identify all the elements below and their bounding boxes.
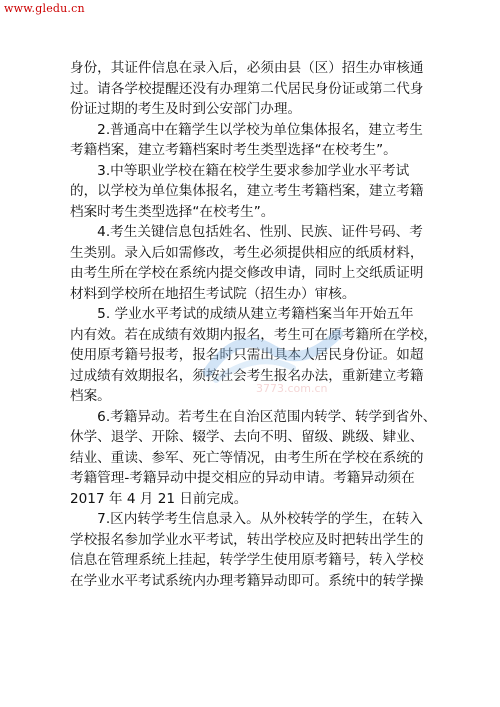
text-line: 材料到学校所在地招生考试院（招生办）审核。 bbox=[70, 285, 356, 302]
text-line: 结业、重读、参军、死亡等情况，由考生所在学校在系统的 bbox=[70, 449, 424, 466]
text-line: 在学业水平考试系统内办理考籍异动即可。系统中的转学操 bbox=[70, 572, 424, 589]
text-line: 内有效。若在成绩有效期内报名，考生可在原考籍所在学校， bbox=[70, 326, 438, 343]
text-line: 过成绩有效期报名，须按社会考生报名办法，重新建立考籍 bbox=[70, 367, 424, 384]
text-line: 信息在管理系统上挂起，转学学生使用原考籍号，转入学校 bbox=[70, 552, 424, 568]
text-line: 考籍管理-考籍异动中提交相应的异动申请。考籍异动须在 bbox=[70, 470, 415, 486]
text-line: 由考生所在学校在系统内提交修改申请，同时上交纸质证明 bbox=[70, 265, 424, 281]
text-line: 份证过期的考生及时到公安部门办理。 bbox=[70, 101, 302, 117]
text-line: 3.中等职业学校在籍在校学生要求参加学业水平考试 bbox=[70, 162, 410, 179]
text-line: 5. 学业水平考试的成绩从建立考籍档案当年开始五年 bbox=[70, 306, 414, 322]
text-line: 考籍档案，建立考籍档案时考生类型选择“在校考生”。 bbox=[70, 142, 397, 158]
text-line: 的，以学校为单位集体报名，建立考生考籍档案，建立考籍 bbox=[70, 183, 424, 199]
text-line: 生类别。录入后如需修改，考生必须提供相应的纸质材料， bbox=[70, 244, 424, 261]
text-line: 过。请各学校提醒还没有办理第二代居民身份证或第二代身 bbox=[70, 80, 424, 97]
text-line: 7.区内转学考生信息录入。从外校转学的学生，在转入 bbox=[70, 511, 423, 527]
text-line: 6.考籍异动。若考生在自治区范围内转学、转学到省外、 bbox=[70, 408, 437, 425]
text-line: 学校报名参加学业水平考试，转出学校应及时把转出学生的 bbox=[70, 531, 424, 548]
text-line: 身份，其证件信息在录入后，必须由县（区）招生办审核通 bbox=[70, 60, 424, 76]
text-line: 休学、退学、开除、辍学、去向不明、留级、跳级、肄业、 bbox=[70, 429, 424, 445]
watermark-logo bbox=[198, 320, 348, 400]
text-line: 档案。 bbox=[70, 388, 111, 404]
watermark-url: www.gledu.cn bbox=[4, 2, 85, 15]
text-line: 2017 年 4 月 21 日前完成。 bbox=[70, 490, 248, 507]
watermark-logo-text: 3773.com.cn bbox=[256, 382, 328, 395]
text-line: 使用原考籍号报考，报名时只需出具本人居民身份证。如超 bbox=[70, 347, 424, 363]
text-line: 4.考生关键信息包括姓名、性别、民族、证件号码、考 bbox=[70, 224, 423, 240]
text-line: 2.普通高中在籍学生以学校为单位集体报名，建立考生 bbox=[70, 121, 423, 138]
text-line: 档案时考生类型选择“在校考生”。 bbox=[70, 203, 275, 220]
